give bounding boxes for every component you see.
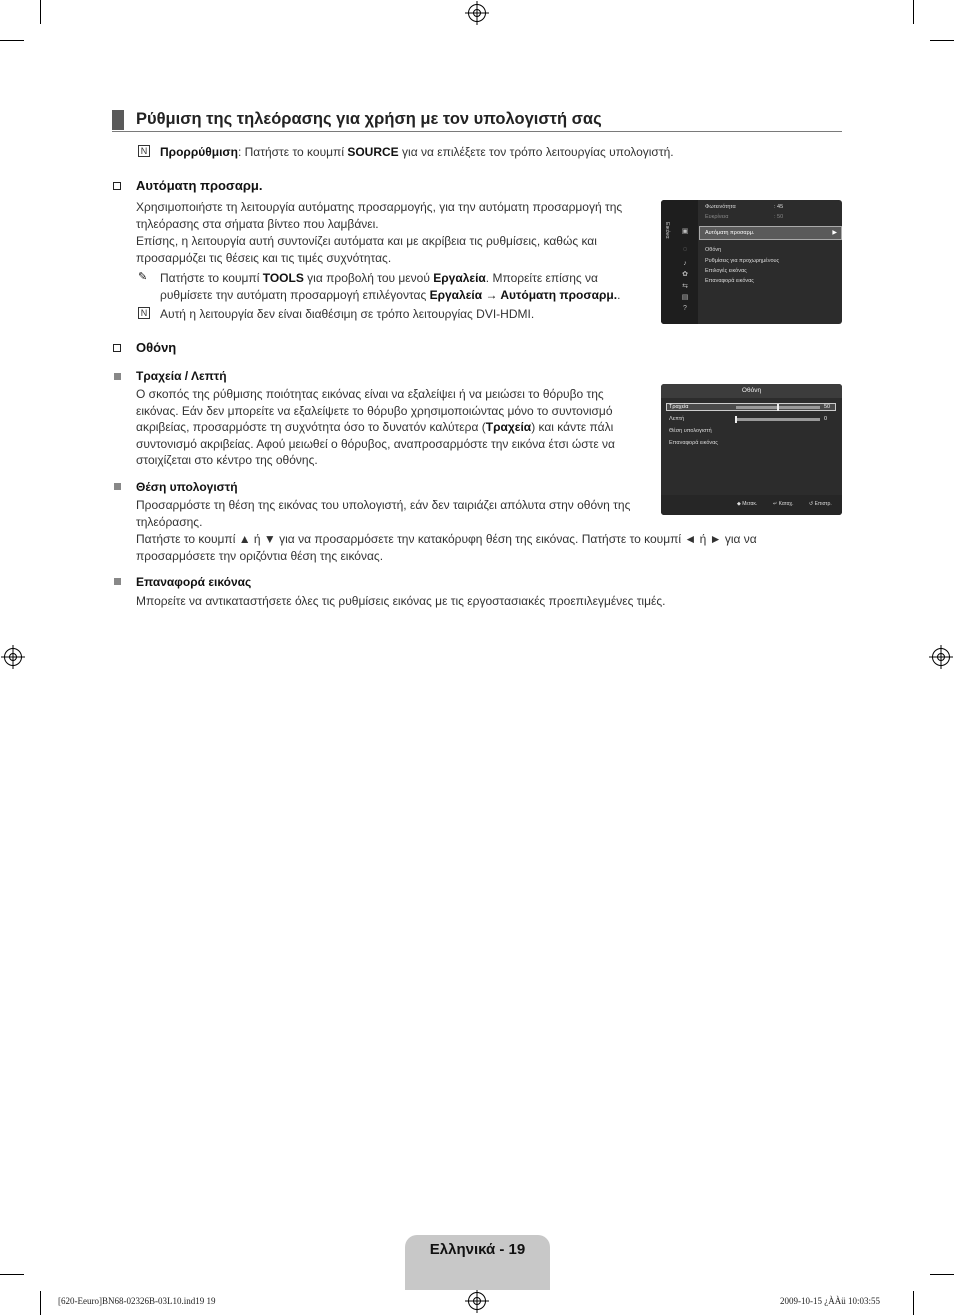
fine-slider-knob[interactable] xyxy=(735,416,737,423)
move-hint: ◆ Μετακ. xyxy=(737,501,758,507)
auto-adjust-text: Χρησιμοποιήστε τη λειτουργία αυτόματης προσαρμογής, για την αυτόματη προσαρμογή της τηλεόρασης στα σήματα βίντεο που λαμβάνει. Επίσης, η λειτουργία αυτή συντονίζει αυτόματα και με ακρίβεια τις ρυθμίσεις, καθώς και προσαρμόζει τις θέσεις και τις τιμές συχνότητας. xyxy=(136,200,623,265)
crop-mark xyxy=(913,0,914,24)
page-title-bar xyxy=(112,110,842,132)
page-title: Ρύθμιση της τηλεόρασης για χρήση με τον υπολογιστή σας xyxy=(136,110,602,128)
return-hint: ↺ Επιστρ. xyxy=(809,501,832,507)
osd-footer xyxy=(661,495,842,515)
support-icon: ? xyxy=(683,305,687,312)
osd-item-picture-reset[interactable]: Επαναφορά εικόνας xyxy=(705,278,754,284)
title-marker xyxy=(112,110,124,130)
osd-item-advanced[interactable]: Ρυθμίσεις για προχωρημένους xyxy=(705,258,780,264)
crop-mark xyxy=(40,0,41,24)
subsection-bullet-icon xyxy=(114,578,121,585)
footer-timestamp: 2009-10-15 ¿ÀÀü 10:03:55 xyxy=(780,1296,880,1306)
osd-row-fine[interactable]: Λεπτή xyxy=(669,416,685,422)
crop-mark xyxy=(913,1291,914,1315)
coarse-fine-text: Ο σκοπός της ρύθμισης ποιότητας εικόνας είναι να εξαλείψει ή να μειώσει το θόρυβο της εικόνας. Εάν δεν μπορείτε να εξαλείψετε το θόρυβο χρησιμοποιώντας μόνο το συντονισμό ακριβείας, προσαρμόστε τη συχνότητα όσο το δυνατόν καλύτερα (Τραχεία) και κάντε πάλι συντονισμό ακριβείας. Αφού μειωθεί ο θόρυβος, αναπροσαρμόστε την εικόνα έτσι ώστε να στοιχίζεται στο κέντρο της οθόνης. xyxy=(136,387,615,467)
section-bullet-icon xyxy=(113,182,121,190)
osd-side-panel xyxy=(661,200,698,324)
note-icon: N xyxy=(138,307,150,319)
prereq-note: Προρρύθμιση: Πατήστε το κουμπί SOURCE για να επιλέξετε τον τρόπο λειτουργίας υπολογιστή. xyxy=(160,145,674,159)
pc-position-heading: Θέση υπολογιστή xyxy=(136,480,238,494)
osd-value-sharpness: : 50 xyxy=(774,214,784,220)
registration-mark-icon xyxy=(468,4,486,22)
crop-mark xyxy=(930,40,954,41)
coarse-slider-knob[interactable] xyxy=(777,404,779,411)
registration-mark-icon xyxy=(4,648,22,666)
crop-mark xyxy=(0,1274,24,1275)
osd-picture-menu xyxy=(661,200,842,324)
osd-item-pc-position[interactable]: Θέση υπολογιστή xyxy=(669,428,712,434)
fine-value: 0 xyxy=(824,416,828,422)
osd-row-coarse[interactable]: Τραχεία xyxy=(669,404,689,410)
subsection-bullet-icon xyxy=(114,483,121,490)
enter-hint: ↵ Καταχ. xyxy=(773,501,794,507)
tools-icon: ✎ xyxy=(138,271,148,283)
registration-mark-icon xyxy=(468,1292,486,1310)
footer-file-info: [620-Eeuro]BN68-02326B-03L10.ind19 19 xyxy=(58,1296,216,1306)
input-icon: ⇆ xyxy=(682,283,688,290)
pc-position-text: Προσαρμόστε τη θέση της εικόνας του υπολογιστή, εάν δεν ταιριάζει απόλυτα στην οθόνη της τηλεόρασης. Πατήστε το κουμπί ▲ ή ▼ για να προσαρμόσετε την κατακόρυφη θέση της εικόνας. Πατήστε το κουμπί ◄ ή ► για να προσαρμόσετε την οριζόντια θέση της εικόνας. xyxy=(136,498,757,563)
page-number: Ελληνικά - 19 xyxy=(429,1241,526,1258)
dvi-note: Αυτή η λειτουργία δεν είναι διαθέσιμη σε τρόπο λειτουργίας DVI-HDMI. xyxy=(160,307,535,321)
osd-screen-header: Οθόνη xyxy=(661,384,842,398)
picture-reset-text: Μπορείτε να αντικαταστήσετε όλες τις ρυθμίσεις εικόνας με τις εργοστασιακές προεπιλεγμένες τιμές. xyxy=(136,594,666,608)
sound-icon: ◌ xyxy=(682,246,688,253)
osd-item-picture-options[interactable]: Επιλογές εικόνας xyxy=(705,268,747,274)
channel-icon: ♪ xyxy=(683,260,687,267)
note-icon: N xyxy=(138,145,150,157)
crop-mark xyxy=(0,40,24,41)
auto-adjust-heading: Αυτόματη προσαρμ. xyxy=(136,178,263,193)
chevron-right-icon: ▶ xyxy=(832,230,837,236)
application-icon: ▤ xyxy=(681,294,689,301)
osd-highlight-auto-adjust[interactable]: Αυτόματη προσαρμ. ▶ xyxy=(699,226,842,240)
screen-heading: Οθόνη xyxy=(136,340,177,355)
osd-item-screen[interactable]: Οθόνη xyxy=(705,247,722,253)
fine-slider-track[interactable] xyxy=(736,418,820,421)
registration-mark-icon xyxy=(932,648,950,666)
subsection-bullet-icon xyxy=(114,373,121,380)
osd-row-sharpness: Ευκρίνεια xyxy=(705,214,729,220)
coarse-value: 50 xyxy=(824,404,831,410)
picture-reset-heading: Επαναφορά εικόνας xyxy=(136,575,252,589)
coarse-fine-heading: Τραχεία / Λεπτή xyxy=(136,369,227,383)
crop-mark xyxy=(930,1274,954,1275)
osd-item-picture-reset[interactable]: Επαναφορά εικόνας xyxy=(669,440,718,446)
page-number-tab xyxy=(405,1235,550,1290)
osd-side-label: Εικόνα xyxy=(664,222,670,239)
osd-row-brightness: Φωτεινότητα xyxy=(705,204,736,210)
osd-value-brightness: : 45 xyxy=(774,204,784,210)
osd-screen-menu xyxy=(661,384,842,515)
setup-icon: ✿ xyxy=(682,271,688,278)
section-bullet-icon xyxy=(113,344,121,352)
tools-note: Πατήστε το κουμπί TOOLS για προβολή του μενού Εργαλεία. Μπορείτε επίσης να ρυθμίσετε την αυτόματη προσαρμογή επιλέγοντας Εργαλεία → Αυτόματη προσαρμ.. xyxy=(160,271,621,302)
picture-icon: ▣ xyxy=(681,228,689,235)
crop-mark xyxy=(40,1291,41,1315)
